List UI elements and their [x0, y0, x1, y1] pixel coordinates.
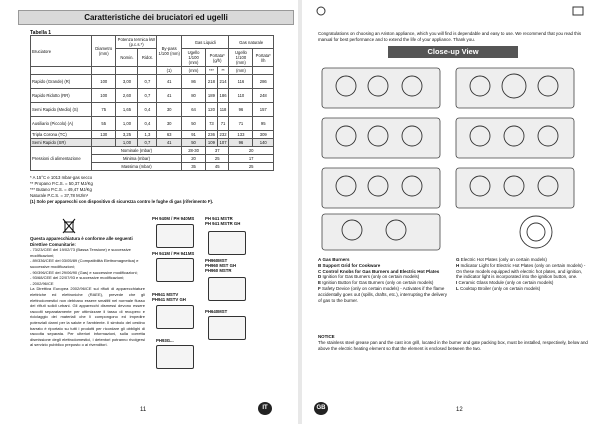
table-cell: 55 — [92, 117, 116, 131]
table-cell: 71 — [229, 117, 253, 131]
table-cell: 1,3 — [138, 131, 157, 139]
hob-diagram — [156, 258, 194, 282]
note-bold: (1) Solo per apparecchi con dispositivo di sicurezza contro le fughe di gas (riferimento F). — [30, 199, 214, 204]
table-cell: 0,7 — [138, 75, 157, 89]
sub-header: Ridot. — [138, 49, 157, 67]
page-number: 11 — [140, 407, 147, 413]
table-cell: 25 — [206, 155, 229, 163]
table-cell: 118 — [217, 103, 229, 117]
table-cell: 309 — [253, 131, 274, 139]
table-cell: Rapido (Grande) (R) — [31, 75, 92, 89]
legend-item: C Control Knobs for Gas Burners and Electric Hot Plates — [318, 268, 440, 274]
notice-block — [318, 334, 588, 352]
table-cell: 133 — [229, 131, 253, 139]
crossed-bin-icon — [62, 218, 76, 234]
gpl-header: Gas Liquidi — [181, 36, 228, 49]
table-cell — [92, 139, 116, 147]
pressure-label: Pressioni di alimentazione — [31, 147, 92, 171]
hob-diagram — [156, 305, 194, 329]
note-line: *** Butano P.C.S. = 49,47 MJ/Kg — [30, 187, 92, 192]
table-cell: 157 — [253, 103, 274, 117]
burner-table — [30, 35, 274, 171]
col-header: Ugello 1/100 (mm) — [181, 49, 205, 67]
table-cell: 96 — [229, 139, 253, 147]
note-line: ** Propano P.C.S. = 50,37 MJ/Kg — [30, 181, 93, 186]
directive-item: - 73/23/CEE del 19/02/73 (Bassa Tensione) e successive modificazioni; — [30, 247, 131, 258]
table-cell: 75 — [92, 103, 116, 117]
sub-header: *** — [206, 67, 218, 75]
hob-diagram — [208, 277, 246, 301]
section-title: Caratteristiche dei bruciatori ed ugelli — [18, 10, 294, 25]
table-cell: 100 — [92, 75, 116, 89]
table-cell: 41 — [157, 75, 182, 89]
table-cell: Rapido Ridotto (RR) — [31, 89, 92, 103]
table-cell: 2,60 — [116, 89, 138, 103]
table-cell: 37 — [206, 147, 229, 155]
table-cell: 107 — [217, 139, 229, 147]
table-cell: 0,4 — [138, 103, 157, 117]
table-cell: 0,7 — [138, 89, 157, 103]
directive-item: - 89/336/CEE del 03/05/89 (Compatibilità Elettromagnetica) e successive modificazioni; — [30, 258, 139, 269]
sub-header: (1) — [157, 67, 182, 75]
table-cell: 214 — [217, 75, 229, 89]
notice-body: The stainless steel grease pan and the cast iron grill, located in the burner and gate packing box, must be installed, respectively, below and above the electric heating element so that the element is enclosed between the two. — [318, 340, 588, 351]
table-cell: 96 — [229, 103, 253, 117]
pressure-name: Minima (mbar) — [92, 155, 182, 163]
col-header: Portata* l/h — [253, 49, 274, 67]
table-cell: 110 — [229, 89, 253, 103]
table-cell: 41 — [157, 89, 182, 103]
col-header: Portata* (g/h) — [206, 49, 229, 67]
table-cell: 248 — [253, 89, 274, 103]
pressure-name: Massima (mbar) — [92, 163, 182, 171]
note-line: Naturale P.C.S. = 37,78 MJ/m³ — [30, 193, 89, 198]
table-cell: 73 — [206, 117, 218, 131]
model-label: PH941 MSTV PH941 MSTV GH — [152, 292, 186, 302]
table-cell: 28-30 — [181, 147, 205, 155]
table-cell: 95 — [253, 117, 274, 131]
legend-item: G Electric Hot Plates (only on certain models) — [456, 257, 547, 262]
right-page — [302, 0, 600, 424]
legend-item: H Indicator Light for Electric Hot Plates (only on certain models) - On these models equipped with electric hot plates, and ignition, the indicator light is incorporated into the ignition button, one. — [456, 262, 586, 280]
table-label: Tabella 1 — [30, 30, 52, 36]
table-cell: 41 — [157, 139, 182, 147]
table-cell: 64 — [181, 103, 205, 117]
wrench-icon — [316, 6, 326, 16]
table-cell: 218 — [206, 75, 218, 89]
table-cell: 189 — [206, 89, 218, 103]
legend-item: F Safety Device (only on certain models) - Activates if the flame accidentally goes out (spills, drafts, etc.), interrupting the delivery of gas to the burner. — [318, 285, 448, 303]
table-cell: 71 — [217, 117, 229, 131]
table-cell: 20 — [229, 147, 274, 155]
model-label: PH960MST PH960 MST GH PH960 MSTR — [205, 258, 237, 273]
page-number: 12 — [456, 407, 463, 413]
directives-block — [30, 236, 145, 348]
col-header: Ugello 1/100 (mm) — [229, 49, 253, 67]
table-cell: 45 — [206, 163, 229, 171]
model-label: PH640MST — [205, 309, 228, 314]
table-cell: Semi Rapido (SR) — [31, 139, 92, 147]
model-label: PH 940M / PH 940MS — [152, 216, 195, 221]
col-header: Potenza termica kW (p.c.s.*) — [117, 37, 156, 47]
legend-item: D Ignition for Gas Burners (only on certain models) — [318, 274, 420, 280]
model-label: PH 941 MSTR PH 941 MSTR GH — [205, 216, 241, 226]
legend-item: L Cooktop Broiler (only on certain models) — [456, 285, 541, 291]
table-cell: 50 — [181, 117, 205, 131]
table-cell: 109 — [206, 139, 218, 147]
hob-diagram — [156, 224, 194, 248]
table-cell: 30 — [157, 117, 182, 131]
notice-title: NOTICE — [318, 334, 335, 339]
table-cell: 86 — [181, 75, 205, 89]
sub-header: (mm) — [181, 67, 205, 75]
book-icon — [572, 6, 584, 16]
directive-item: - 93/68/CEE del 22/07/93 e successive modificazioni; — [30, 275, 125, 281]
left-page — [0, 0, 298, 424]
table-cell: 186 — [217, 89, 229, 103]
table-cell: 3,00 — [116, 75, 138, 89]
cooktop-diagrams — [316, 64, 588, 254]
table-cell: 130 — [92, 131, 116, 139]
closeup-title: Close-up View — [388, 46, 518, 58]
language-badge: IT — [258, 402, 272, 415]
col-header: Diametro (mm) — [92, 36, 116, 67]
directive-item: - 2002/96/CE — [30, 280, 54, 286]
pressure-name: Nominale (mbar) — [92, 147, 182, 155]
hob-diagram — [208, 231, 246, 255]
model-label: PH 941M / PH 941MS — [152, 251, 195, 256]
table-cell: 0,4 — [138, 117, 157, 131]
weee-body: La Direttiva Europea 2002/96/CE sui rifiuti di apparecchiature elettriche ed elettroniche (RAEE), prevede che gli elettrodomestici non debbano essere smaltiti nel normale flusso dei rifiuti solidi urbani. Gli apparecchi dismessi devono essere raccolti separatamente per ottimizzare il tasso di recupero e riciclaggio dei materiali che li compongono ed impedire potenziali danni per la salute e l'ambiente. Il simbolo del cestino barrato è riportato su tutti i prodotti per ricordare gli obblighi di raccolta separata. Per ulteriori informazioni, sulla corretta dismissione degli elettrodomestici, i detentori potranno rivolgersi al servizio pubblico preposto o ai rivenditori. — [30, 286, 145, 348]
table-cell: 1,00 — [116, 117, 138, 131]
table-cell: 116 — [229, 75, 253, 89]
legend-item: E Ignition Button for Gas Burners (only on certain models) — [318, 280, 434, 286]
col-header: By-pass 1/100 (mm) — [157, 36, 182, 67]
nat-header: Gas naturale — [229, 36, 274, 49]
table-cell: 80 — [181, 89, 205, 103]
hob-diagram — [156, 345, 194, 369]
language-badge: GB — [314, 402, 328, 415]
col-header: Bruciatore — [31, 36, 92, 67]
sub-header: (mm) — [229, 67, 253, 75]
directives-heading: Questa apparecchiatura è conforme alle seguenti Direttive Comunitarie: — [30, 236, 133, 247]
table-cell: 0,7 — [138, 139, 157, 147]
table-cell: Ausiliario (Piccolo) (A) — [31, 117, 92, 131]
table-cell: 50 — [181, 139, 205, 147]
table-cell: 3,25 — [116, 131, 138, 139]
legend-item: A Gas Burners — [318, 257, 350, 262]
table-cell: 25 — [229, 163, 274, 171]
legend-item: B Support Grid for Cookware — [318, 262, 381, 268]
table-cell: 1,65 — [116, 103, 138, 117]
table-cell: 120 — [206, 103, 218, 117]
model-label: PH93G... — [156, 338, 174, 343]
table-cell: Semi Rapido (Medio) (S) — [31, 103, 92, 117]
gas-notes — [30, 175, 270, 205]
table-cell: 232 — [217, 131, 229, 139]
table-cell: 30 — [157, 103, 182, 117]
table-cell: 1,00 — [116, 139, 138, 147]
table-cell: 91 — [181, 131, 205, 139]
table-cell: 100 — [92, 89, 116, 103]
legend-right — [456, 257, 588, 292]
table-cell: 140 — [253, 139, 274, 147]
table-cell: 286 — [253, 75, 274, 89]
hob-diagram — [208, 316, 246, 340]
legend-left — [318, 257, 450, 303]
table-cell: 35 — [181, 163, 205, 171]
note-line: * A 15°C e 1013 mbar-gas secco — [30, 175, 93, 180]
intro-text: Congratulations on choosing an Ariston appliance, which you will find is dependable and easy to use. We recommend that you read this manual for best performance and to extend the life of your appliance. Thank you. — [318, 31, 582, 42]
directive-item: - 90/396/CEE del 29/06/90 (Gas) e successive modificazioni; — [30, 269, 138, 275]
table-cell: 63 — [157, 131, 182, 139]
table-cell: 20 — [181, 155, 205, 163]
table-cell: Tripla Corona (TC) — [31, 131, 92, 139]
sub-header: Nomin. — [116, 49, 138, 67]
sub-header: ** — [217, 67, 229, 75]
table-cell: 236 — [206, 131, 218, 139]
table-cell: 17 — [229, 155, 274, 163]
legend-item: I Ceramic Glass Module (only on certain models) — [456, 280, 554, 286]
